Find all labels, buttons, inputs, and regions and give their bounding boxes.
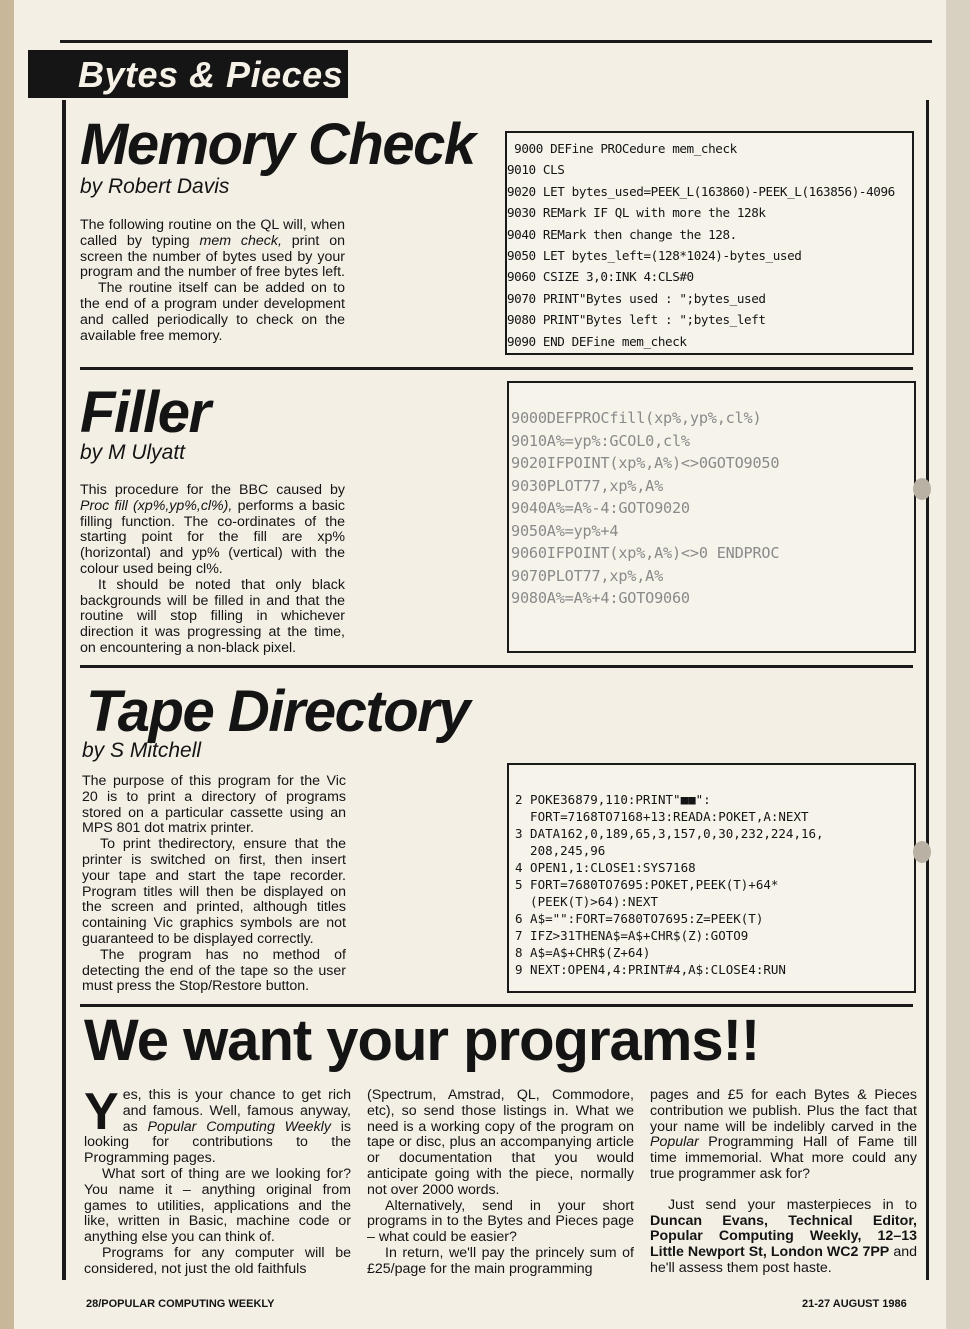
memory-check-listing	[505, 131, 914, 355]
footer-right: 21-27 AUGUST 1986	[802, 1298, 907, 1310]
code-line: 3 DATA162,0,189,65,3,157,0,30,232,224,16,	[515, 826, 824, 841]
code-line: 9050 LET bytes_left=(128*1024)-bytes_used	[507, 248, 802, 264]
code-line: 9030 REMark IF QL with more the 128k	[507, 205, 766, 221]
facing-page-edge	[946, 0, 970, 1329]
appeal-column-3: pages and £5 for each Bytes & Pieces contribution we publish. Plus the fact that your name will be indelibly carved in the Popular Programming Hall of Fame till time immemorial. What more could any true programmer ask for? Just send your masterpieces in to Duncan Evans, Technical Editor, Popular Computing Weekly, 12–13 Little Newport St, London WC2 7PP and he'll assess them post haste.	[650, 1087, 917, 1276]
code-line: 6 A$="":FORT=7680TO7695:Z=PEEK(T)	[515, 911, 764, 926]
code-line: 9080A%=A%+4:GOTO9060	[511, 589, 690, 607]
memory-check-body: The following routine on the QL will, when called by typing mem check, print on screen the number of bytes used by your program and the number of free bytes left. The routine itself can be added on to the end of a program under development and called periodically to check on the available free memory.	[80, 217, 345, 344]
code-line: 9 NEXT:OPEN4,4:PRINT#4,A$:CLOSE4:RUN	[515, 962, 786, 977]
code-line: FORT=7168TO7168+13:READA:POKET,A:NEXT	[515, 809, 809, 824]
filler-byline: by M Ulyatt	[80, 441, 186, 464]
section-rule-2	[80, 665, 913, 668]
tape-directory-byline: by S Mitchell	[82, 739, 202, 762]
code-line: 9020IFPOINT(xp%,A%)<>0GOTO9050	[511, 454, 780, 472]
code-line: 9080 PRINT"Bytes left : ";bytes_left	[507, 312, 766, 328]
code-line: 9020 LET bytes_used=PEEK_L(163860)-PEEK_L(163856)-4096	[507, 183, 895, 199]
code-line: 9070PLOT77,xp%,A%	[511, 566, 664, 585]
code-line: 9000DEFPROCfill(xp%,yp%,cl%)	[511, 409, 762, 427]
top-rule	[60, 40, 932, 43]
page-spine	[0, 0, 14, 1329]
binder-hole-top	[913, 478, 931, 500]
code-line: 9040A%=A%-4:GOTO9020	[511, 499, 690, 517]
footer-left: 28/POPULAR COMPUTING WEEKLY	[86, 1298, 275, 1310]
appeal-column-1: Yes, this is your chance to get rich and famous. Well, famous anyway, as Popular Computing Weekly is looking for contributions to the Programming pages. What sort of thing are we looking for? You name it – anything original from games to utilities, applications and the like, written in Basic, machine code or anything else you can think of. Programs for any computer will be considered, not just the old faithfuls	[84, 1083, 351, 1277]
filler-listing	[507, 381, 916, 653]
appeal-column-2: (Spectrum, Amstrad, QL, Commodore, etc), so send those listings in. What we need is a working copy of the program on tape or disc, plus an accompanying article or documentation that you would anticipate going with the piece, normally not over 2000 words. Alternatively, send in your short programs in to the Bytes and Pieces page – what could be easier? In return, we'll pay the princely sum of £25/page for the main programming	[367, 1087, 634, 1277]
code-line: 8 A$=A$+CHR$(Z+64)	[515, 945, 651, 960]
memory-check-byline: by Robert Davis	[80, 175, 230, 198]
filler-body: This procedure for the BBC caused by Proc fill (xp%,yp%,cl%), performs a basic filling function. The co-ordinates of the starting point for the fill are xp% (horizontal) and yp% (vertical) with the colour used being cl%. It should be noted that only black backgrounds will be filled in and that the routine will stop filling in whichever direction it was progressing at the time, on encountering a non-black pixel.	[80, 482, 345, 656]
frame-right-rule	[926, 100, 929, 1280]
code-line: 9010A%=yp%:GCOL0,cl%	[511, 431, 690, 450]
code-line: 208,245,96	[515, 843, 606, 858]
code-line: 9090 END DEFine mem_check	[507, 333, 687, 349]
code-line: 2 POKE36879,110:PRINT"■■":	[515, 792, 711, 807]
code-line: 9040 REMark then change the 128.	[507, 226, 737, 242]
code-line: 4 OPEN1,1:CLOSE1:SYS7168	[515, 860, 696, 875]
code-line: 9060IFPOINT(xp%,A%)<>0 ENDPROC	[511, 544, 780, 562]
code-line: 9060 CSIZE 3,0:INK 4:CLS#0	[507, 269, 694, 285]
code-line: 9030PLOT77,xp%,A%	[511, 476, 664, 495]
section-rule-3	[80, 1004, 913, 1007]
binder-hole-bottom	[913, 841, 931, 863]
code-line: 5 FORT=7680TO7695:POKET,PEEK(T)+64*	[515, 877, 779, 892]
appeal-headline: We want your programs!!	[84, 1008, 760, 1073]
frame-left-rule	[62, 100, 66, 1280]
drop-cap: Y	[84, 1083, 119, 1141]
code-line: (PEEK(T)>64):NEXT	[515, 894, 658, 909]
code-line: 9070 PRINT"Bytes used : ";bytes_used	[507, 290, 766, 306]
code-line: 9050A%=yp%+4	[511, 521, 619, 540]
tape-directory-title: Tape Directory	[86, 679, 469, 744]
code-line: 9000 DEFine PROCedure mem_check	[507, 141, 737, 156]
section-rule-1	[80, 367, 913, 370]
code-line: 9010 CLS	[507, 162, 565, 178]
code-line: 7 IFZ>31THENA$=A$+CHR$(Z):GOTO9	[515, 928, 749, 943]
section-banner-label: Bytes & Pieces	[78, 54, 344, 95]
tape-directory-body: The purpose of this program for the Vic 20 is to print a directory of programs stored on a particular cassette using an MPS 801 dot matrix printer. To print thedirectory, ensure that the printer is switched on first, then insert your tape and start the tape recorder. Program titles will then be displayed on the screen and printed, although titles containing Vic graphics symbols are not guaranteed to be displayed correctly. The program has no method of detecting the end of the tape so the user must press the Stop/Restore button.	[82, 773, 346, 995]
filler-title: Filler	[80, 380, 210, 445]
tape-directory-listing	[507, 763, 916, 993]
memory-check-title: Memory Check	[80, 112, 475, 177]
